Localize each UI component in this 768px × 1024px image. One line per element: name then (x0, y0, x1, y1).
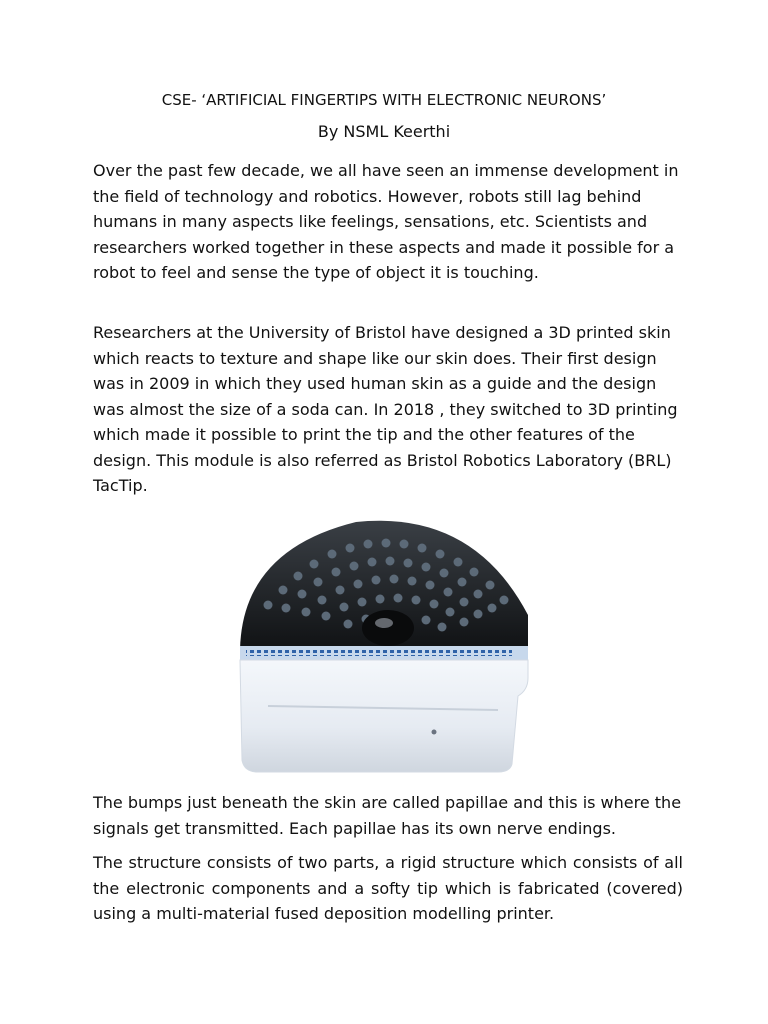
tactip-fingertip-image (228, 510, 544, 778)
paragraph-papillae: The bumps just beneath the skin are called papillae and this is where the signals get transmitted. Each papillae has its own nerve endings. (93, 793, 682, 838)
base-housing (240, 660, 528, 772)
paragraph-intro: Over the past few decade, we all have seen an immense development in the field of technology and robotics. However, robots still lag behind humans in many aspects like feelings, sensations, etc. Scientists and researchers worked together in these aspects and made it possible for a robot to feel and sense the type of object it is touching. (93, 161, 679, 282)
document-title: CSE- ‘ARTIFICIAL FINGERTIPS WITH ELECTRONIC NEURONS’ (161, 91, 607, 109)
paragraph-research: Researchers at the University of Bristol have designed a 3D printed skin which reacts to texture and shape like our skin does. Their first design was in 2009 in which they used human skin as a guide and the design was almost the size of a soda can. In 2018 , they switched to 3D printing which made it possible to print the tip and the other features of the design. This module is also referred as Bristol Robotics Laboratory (BRL) TacTip. (93, 323, 678, 495)
centre-stud (362, 610, 414, 646)
paragraph-structure: The structure consists of two parts, a rigid structure which consists of all the electronic components and a softy tip which is fabricated (covered) using a multi-material fused deposition modelling printer. (93, 853, 683, 923)
author-line: By NSML Keerthi (317, 122, 451, 141)
